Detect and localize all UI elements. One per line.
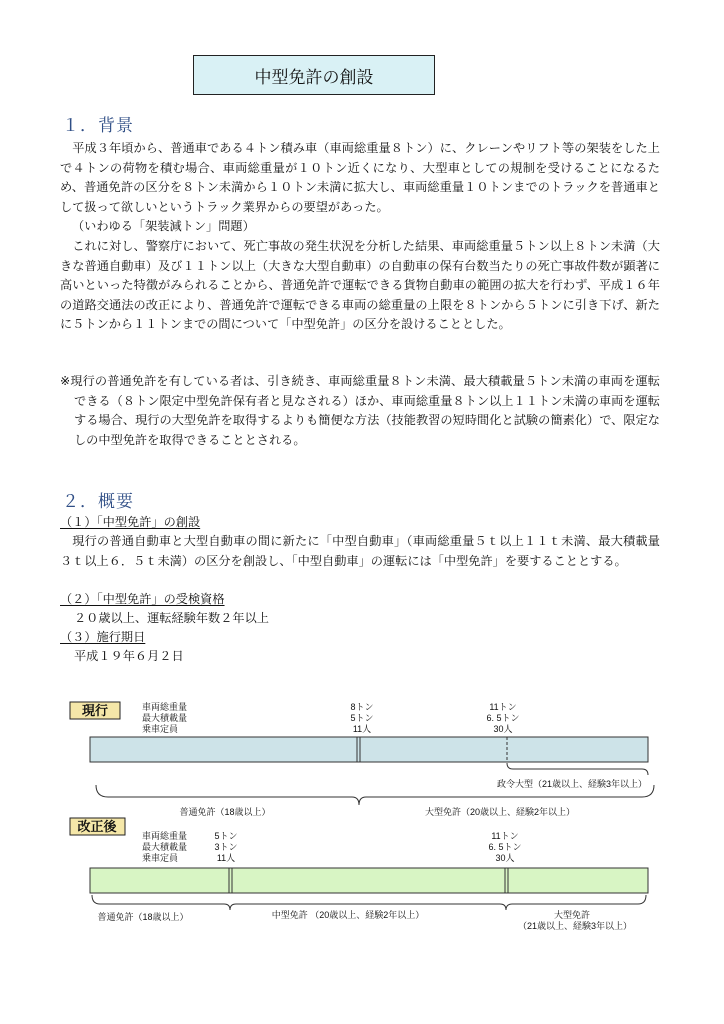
seirei-bracket [507,763,648,775]
current-ogata-license: 大型免許（20歳以上、経験2年以上） [424,807,576,817]
subsection-1-text: 現行の普通自動車と大型自動車の間に新たに「中型自動車」（車両総重量５ｔ以上１１ｔ未満、最大積載量３ｔ以上６．５ｔ未満）の区分を創設し、「中型自動車」の運転には「中型免許」を要することとする。 [60,534,660,568]
revised-bar [90,868,648,893]
revised-col2-weight: 11トン [491,831,519,841]
background-paragraph-1: 平成３年頃から、普通車である４トン積み車（車両総重量８トン）に、クレーンやリフト等の架装をした上で４トンの荷物を積む場合、車両総重量が１０トン近くになり、大型車としての規制を受けることになるため、普通免許の区分を８トン未満から１０トン未満に拡大し、車両総重量１０トンまでのトラックを普通車として扱って欲しいというトラック業界からの要望があった。 [60,141,660,214]
revised-chugata-license: 中型免許 （20歳以上、経験2年以上） [271,910,425,920]
current-row-label-capacity: 乗車定員 [142,724,179,734]
background-note: ※現行の普通免許を有している者は、引き続き、車両総重量８トン未満、最大積載量５トン未満の車両を運転できる（８トン限定中型免許保有者と見なされる）ほか、車両総重量８トン以上１１トン未満の車両を運転する場合、現行の大型免許を取得するよりも簡便な方法（技能教習の短時間化と試験の簡素化）で、限定なしの中型免許を取得できることとされる。 [60,374,660,447]
subsection-3-text: 平成１９年６月２日 [74,649,184,663]
revised-col1-load: 3トン [214,842,238,852]
subsection-1-title: （１）「中型免許」の創設 [60,515,201,529]
current-bar [90,737,648,762]
revised-ogata-license-line2: （21歳以上、経験3年以上） [517,921,633,931]
revised-label: 改正後 [77,819,117,834]
revised-row-label-capacity: 乗車定員 [142,853,179,863]
license-class-diagram [0,690,724,940]
revised-row-label-load: 最大積載量 [142,842,188,852]
current-col1-weight: 8トン [350,702,374,712]
current-col2-weight: 11トン [489,702,517,712]
current-col2-load: 6. 5トン [486,713,520,723]
seirei-ogata-label: 政令大型（21歳以上、経験3年以上） [496,779,648,789]
revised-col2-load: 6. 5トン [488,842,522,852]
background-paragraph-note: （いわゆる「架装減トン」問題） [72,219,255,233]
revised-col2-capacity: 30人 [495,853,515,863]
revised-col1-capacity: 11人 [216,853,236,863]
section1-heading: １．背景 [62,116,134,136]
current-row-label-weight: 車両総重量 [142,702,188,712]
revised-license-brace [92,895,646,910]
current-label: 現行 [81,703,109,718]
subsection-3-title: （３）施行期日 [60,630,146,644]
revised-row-label-weight: 車両総重量 [142,831,188,841]
background-paragraph-2: これに対し、警察庁において、死亡事故の発生状況を分析した結果、車両総重量５トン以上８トン未満（大きな普通自動車）及び１１トン以上（大きな大型自動車）の自動車の保有台数当たりの死亡事故件数が顕著に高いといった特徴がみられることから、普通免許で運転できる貨物自動車の範囲の拡大を行わず、平成１６年の道路交通法の改正により、普通免許で運転できる車両の総重量の上限を８トンから５トンに引き下げ、新たに５トンから１１トンまでの間について「中型免許」の区分を設けることとした。 [60,239,660,332]
current-col1-capacity: 11人 [352,724,372,734]
subsection-2-title: （２）「中型免許」の受検資格 [60,592,225,606]
section2-heading: ２．概要 [62,492,134,512]
revised-futsu-license: 普通免許（18歳以上） [97,912,189,922]
current-col2-capacity: 30人 [493,724,513,734]
page-title: 中型免許の創設 [193,55,435,95]
current-col1-load: 5トン [350,713,374,723]
revised-col1-weight: 5トン [214,831,238,841]
current-row-label-load: 最大積載量 [142,713,188,723]
subsection-2-text: ２０歳以上、運転経験年数２年以上 [74,611,269,625]
current-futsu-license: 普通免許（18歳以上） [179,807,271,817]
revised-ogata-license-line1: 大型免許 [553,910,591,920]
